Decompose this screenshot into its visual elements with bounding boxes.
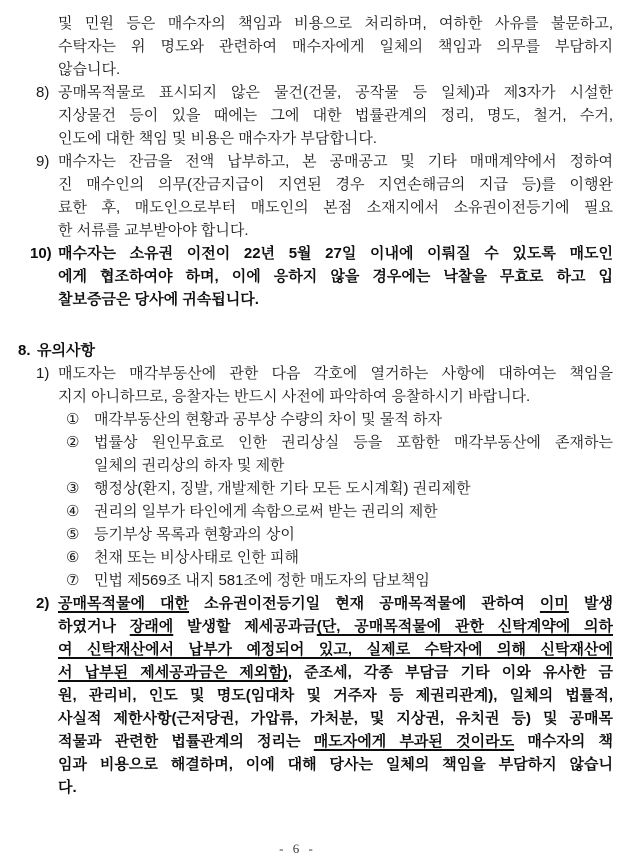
plain-text: 민법 제569조 내지 581조에 정한 매도자의 담보책임 [94,572,430,589]
underlined-text: 여 신탁재산에서 납부가 예정되어 있고, 실제로 수탁자에 의해 신탁재산에 [58,641,613,658]
plain-text: 일체의 권리상의 하자 및 제한 [94,457,285,474]
line-text [58,219,613,242]
plain-text: 지지 아니하므로, 응찰자는 반드시 사전에 파악하여 응찰하시기 바랍니다. [58,388,531,405]
plain-text: 않습니다. [58,61,121,78]
line-text [58,753,613,776]
line-text [58,265,613,288]
line-text [58,615,613,638]
text-line [0,173,613,196]
line-text [58,661,613,684]
line-text [58,127,613,150]
line-marker: ③ [66,480,80,497]
text-line [0,81,613,104]
line-marker: 2) [36,595,50,612]
text-line [0,753,613,776]
underlined-text: 장래에 [129,618,174,635]
text-line [0,288,613,311]
line-marker: ⑤ [66,526,80,543]
plain-text: 소유권이전등기일 현재 공매목적물에 관하여 [189,595,540,612]
text-line [0,58,613,81]
plain-text: 원, 관리비, 인도 및 명도(임대차 및 거주자 등 제권리관계), 일체의 법률적, [58,687,613,704]
text-line [0,35,613,58]
line-text [37,339,613,362]
line-marker: ⑥ [66,549,80,566]
line-text [58,638,613,661]
line-marker: ⑦ [66,572,80,589]
line-text [58,776,613,799]
text-line [0,638,613,661]
text-line [0,546,613,569]
plain-text: 매수자의 책 [514,733,613,750]
plain-text: 발생 [568,595,613,612]
underlined-text: (단, 공매목적물에 관한 신탁계약에 의하 [316,618,613,635]
text-line [0,592,613,615]
line-text [94,408,613,431]
plain-text: 천재 또는 비상사태로 인한 피해 [94,549,300,566]
line-text [94,477,613,500]
plain-text: 등기부상 목록과 현황과의 상이 [94,526,295,543]
plain-text: 진 매수인의 의무(잔금지급이 지연된 경우 지연손해금의 지급 등)를 이행완 [58,176,613,193]
line-marker: 10) [30,245,52,262]
text-line [0,776,613,799]
line-text [94,523,613,546]
text-line [0,454,613,477]
plain-text: 권리의 일부가 타인에게 속함으로써 받는 권리의 제한 [94,503,438,520]
plain-text: , 준조세, 각종 부담금 기타 이와 유사한 금 [287,664,613,681]
text-line [0,150,613,173]
line-marker: 8. [18,342,31,359]
line-text [58,385,613,408]
plain-text: 매도자는 매각부동산에 관한 다음 각호에 열거하는 사항에 대하여는 책임을 [58,365,613,382]
line-text [58,592,613,615]
line-marker: 8) [36,84,50,101]
text-line [0,127,613,150]
line-text [94,569,613,592]
plain-text: 법률상 원인무효로 인한 권리상실 등을 포함한 매각부동산에 존재하는 [94,434,613,451]
text-line [0,242,613,265]
line-text [94,546,613,569]
line-text [58,173,613,196]
line-text [58,684,613,707]
plain-text: 한 서류를 교부받아야 합니다. [58,222,249,239]
plain-text: 매각부동산의 현황과 공부상 수량의 차이 및 물적 하자 [94,411,442,428]
line-marker: ④ [66,503,80,520]
underlined-text: 공매목적물에 대한 [58,595,190,612]
text-line [0,569,613,592]
line-text [58,12,613,35]
text-line [0,730,613,753]
text-line [0,196,613,219]
line-text [58,35,613,58]
line-text [94,500,613,523]
text-line [0,684,613,707]
plain-text: 사실적 제한사항(근저당권, 가압류, 가처분, 및 지상권, 유치권 등) 및 공매목 [58,710,613,727]
plain-text: 에게 협조하여야 하며, 이에 응하지 않을 경우에는 낙찰을 무효로 하고 입 [58,268,613,285]
line-marker: ② [66,434,80,451]
page-number: - 6 - [279,841,314,856]
plain-text: 지상물건 등이 있을 때에는 그에 대한 법률관계의 정리, 명도, 철거, 수거, [58,107,613,124]
underlined-text: 매도자에게 부과된 것이라도 [313,733,515,750]
line-text [58,104,613,127]
underlined-text: 서 납부된 제세공과금은 제외함) [58,664,288,681]
plain-text: 인도에 대한 책임 및 비용은 매수자가 부담합니다. [58,130,377,147]
text-line [0,408,613,431]
line-text [58,58,613,81]
line-text [58,242,613,265]
plain-text: 발생할 제세공과금 [173,618,317,635]
text-line [0,500,613,523]
plain-text: 찰보증금은 당사에 귀속됩니다. [58,291,259,308]
text-line [0,265,613,288]
plain-text: 유의사항 [37,342,95,359]
underlined-text: 이미 [539,595,569,612]
plain-text: 수탁자는 위 명도와 관련하여 매수자에게 일체의 책임과 의무를 부담하지 [58,38,613,55]
text-line [0,385,613,408]
line-marker: ① [66,411,80,428]
plain-text: 하였거나 [58,618,130,635]
plain-text: 매수자는 소유권 이전이 22년 5월 27일 이내에 이뤄질 수 있도록 매도인 [58,245,613,262]
text-line [0,12,613,35]
line-text [58,707,613,730]
plain-text: 공매목적물로 표시되지 않은 물건(건물, 공작물 등 일체)과 제3자가 시설한 [58,84,613,101]
text-line [0,615,613,638]
text-line [0,523,613,546]
section-heading [0,339,613,362]
text-line [0,661,613,684]
line-marker: 9) [36,153,50,170]
line-text [58,196,613,219]
text-line [0,477,613,500]
text-line [0,219,613,242]
plain-text: 및 민원 등은 매수자의 책임과 비용으로 처리하며, 여하한 사유를 불문하고, [58,15,613,32]
line-text [58,362,613,385]
text-line [0,707,613,730]
text-line [0,362,613,385]
line-text [58,730,613,753]
line-text [58,150,613,173]
line-text [58,81,613,104]
line-marker: 1) [36,365,50,382]
plain-text: 매수자는 잔금을 전액 납부하고, 본 공매공고 및 기타 매매계약에서 정하여 [58,153,613,170]
plain-text: 료한 후, 매도인으로부터 매도인의 본점 소재지에서 소유권이전등기에 필요 [58,199,613,216]
line-text [58,288,613,311]
text-line [0,104,613,127]
line-text [94,454,613,477]
line-text [94,431,613,454]
text-line [0,431,613,454]
plain-text: 적물과 관련한 법률관계의 정리는 [58,733,314,750]
plain-text: 다. [58,779,77,796]
plain-text: 행정상(환지, 징발, 개발제한 기타 모든 도시계획) 권리제한 [94,480,471,497]
plain-text: 임과 비용으로 해결하며, 이에 대해 당사는 일체의 책임을 부담하지 않습니 [58,756,613,773]
